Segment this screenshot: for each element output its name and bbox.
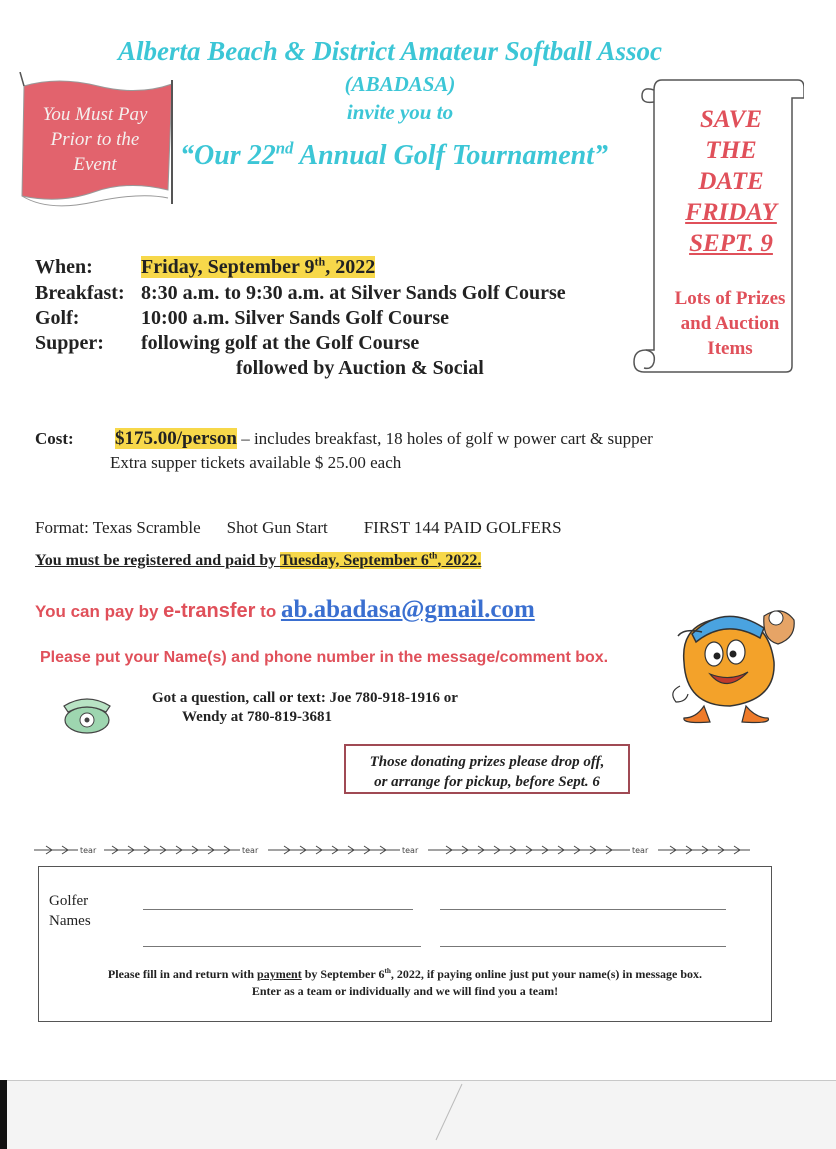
instr-payment: payment xyxy=(257,967,302,981)
golf-label: Golf: xyxy=(35,307,80,329)
instructions-line-1 xyxy=(40,966,770,983)
payment-email-link[interactable]: ab.abadasa@gmail.com xyxy=(280,596,535,623)
registration-date-sup: th xyxy=(428,550,438,562)
when-label: When: xyxy=(35,256,93,278)
golf-mascot-icon xyxy=(664,602,798,726)
supper-row xyxy=(35,332,419,355)
name-line-1[interactable] xyxy=(143,909,413,910)
tear-label-4: tear xyxy=(632,846,649,855)
breakfast-value: 8:30 a.m. to 9:30 a.m. at Silver Sands Golf Course xyxy=(141,282,566,304)
banner-line-2: Prior to the xyxy=(50,129,140,150)
org-abbreviation: (ABADASA) xyxy=(344,72,456,96)
save-line-4: FRIDAY xyxy=(685,199,777,226)
when-date: Friday, September 9 xyxy=(141,256,315,278)
payment-method: e-transfer xyxy=(163,600,256,622)
cost-includes: – includes breakfast, 18 holes of golf w power cart & supper xyxy=(236,429,653,448)
banner-line-3: Event xyxy=(73,154,117,175)
payment-mid: to xyxy=(255,602,281,621)
when-sup: th xyxy=(314,254,326,269)
supper-value: following golf at the Golf Course xyxy=(141,332,420,354)
event-title-pre: “Our 22 xyxy=(180,140,276,171)
supper-value-2: followed by Auction & Social xyxy=(236,357,484,379)
prizes-line-2: and Auction xyxy=(680,313,780,334)
instr-sup: th xyxy=(384,967,391,975)
registration-deadline xyxy=(35,552,481,570)
donate-box xyxy=(344,744,630,794)
golf-value: 10:00 a.m. Silver Sands Golf Course xyxy=(141,307,449,329)
golfer-label: Golfer xyxy=(49,893,89,909)
contact-line-1: Got a question, call or text: Joe 780-918-1916 or xyxy=(152,690,458,706)
prizes-note xyxy=(660,286,800,361)
contact-line-2: Wendy at 780-819-3681 xyxy=(182,709,332,725)
breakfast-row xyxy=(35,282,566,305)
tear-line xyxy=(34,842,750,858)
instr-mid: by September 6 xyxy=(301,967,385,981)
registration-date-pre: Tuesday, September 6 xyxy=(279,552,429,569)
registration-date xyxy=(280,552,481,569)
save-line-2: THE xyxy=(705,137,757,164)
format-row xyxy=(35,518,588,538)
donate-line-1: Those donating prizes please drop off, xyxy=(369,754,605,770)
cost-row xyxy=(35,428,653,450)
invite-line: invite you to xyxy=(346,100,454,124)
format-type: Format: Texas Scramble xyxy=(35,518,201,537)
save-line-3: DATE xyxy=(698,168,764,195)
scan-edge xyxy=(0,1080,836,1149)
instructions-line-2: Enter as a team or individually and we will find you a team! xyxy=(251,984,559,998)
name-line-4[interactable] xyxy=(440,946,726,947)
event-title-sup: nd xyxy=(275,138,294,158)
instr-pre: Please fill in and return with xyxy=(107,967,258,981)
tear-label-1: tear xyxy=(80,846,97,855)
cost-label: Cost: xyxy=(35,429,74,448)
tear-label-3: tear xyxy=(402,846,419,855)
save-line-1: SAVE xyxy=(699,106,763,133)
breakfast-label: Breakfast: xyxy=(35,282,125,304)
format-limit: FIRST 144 PAID GOLFERS xyxy=(363,518,562,537)
registration-date-post: , 2022. xyxy=(437,552,482,569)
name-line-2[interactable] xyxy=(440,909,726,910)
banner-text xyxy=(28,102,162,177)
instr-post: , 2022, if paying online just put your name(s) in message box. xyxy=(390,967,703,981)
telephone-icon xyxy=(58,692,116,736)
format-start: Shot Gun Start xyxy=(226,518,328,537)
banner-line-1: You Must Pay xyxy=(42,104,148,125)
supper-label: Supper: xyxy=(35,332,104,354)
golfer-names-label xyxy=(49,891,91,931)
payment-note: Please put your Name(s) and phone number in the message/comment box. xyxy=(40,649,609,666)
when-value xyxy=(141,256,375,278)
payment-pre: You can pay by xyxy=(35,602,164,621)
names-label: Names xyxy=(49,913,91,929)
event-title-post: Annual Golf Tournament” xyxy=(293,140,609,171)
save-line-5: SEPT. 9 xyxy=(689,230,773,257)
org-name: Alberta Beach & District Amateur Softball Assoc xyxy=(117,36,663,66)
registration-pre: You must be registered and paid by xyxy=(35,552,280,569)
event-title xyxy=(180,140,608,172)
name-line-3[interactable] xyxy=(143,946,421,947)
form-instructions xyxy=(40,966,770,1000)
payment-line xyxy=(35,596,535,624)
save-the-date xyxy=(658,104,804,259)
cost-price: $175.00/person xyxy=(115,428,237,449)
golf-row xyxy=(35,307,449,330)
when-year: , 2022 xyxy=(325,256,376,278)
donate-line-2: or arrange for pickup, before Sept. 6 xyxy=(374,774,600,790)
prizes-line-3: Items xyxy=(707,338,753,359)
when-row xyxy=(35,256,375,279)
extra-tickets: Extra supper tickets available $ 25.00 each xyxy=(110,453,402,472)
prizes-line-1: Lots of Prizes xyxy=(674,288,786,309)
tear-label-2: tear xyxy=(242,846,259,855)
